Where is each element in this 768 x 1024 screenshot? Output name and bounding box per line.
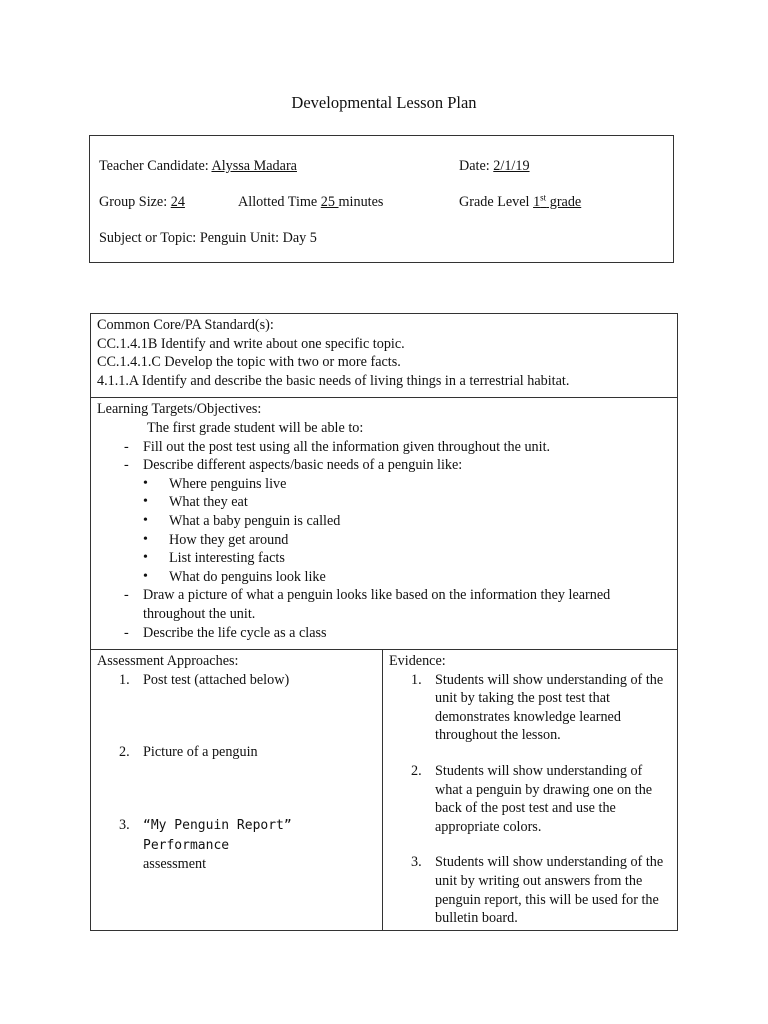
standard-item: CC.1.4.1.C Develop the topic with two or more facts.: [97, 354, 401, 371]
group-size-value: 24: [170, 194, 185, 210]
objectives-list: [97, 438, 671, 475]
objective-item: [117, 456, 671, 475]
assessment-item: [113, 671, 376, 727]
evidence-column: [383, 650, 677, 930]
item-text: “My Penguin Report” Performance: [143, 818, 292, 853]
grade-number: 1: [533, 194, 541, 210]
standard-item: CC.1.4.1B Identify and write about one specific topic.: [97, 335, 405, 352]
aspect-item: • List interesting facts: [143, 549, 671, 568]
objective-item: - Draw a picture of what a penguin looks like based on the information they learned throughout the unit.: [117, 586, 671, 623]
objective-item: - Fill out the post test using all the information given throughout the unit.: [117, 438, 671, 457]
item-number: 1.: [119, 671, 130, 688]
allotted-time-label: Allotted Time: [238, 194, 318, 210]
item-number: 2.: [119, 744, 130, 761]
standards-heading: Common Core/PA Standard(s):: [97, 317, 274, 333]
date-value: 2/1/19: [493, 158, 530, 174]
item-number: 1.: [411, 671, 422, 688]
grade-word: grade: [546, 194, 582, 210]
item-number: 3.: [411, 854, 422, 871]
objective-item: - Describe the life cycle as a class: [117, 624, 671, 643]
aspect-item: • Where penguins live: [143, 475, 671, 494]
teacher-label: Teacher Candidate:: [99, 158, 209, 174]
page-title: Developmental Lesson Plan: [291, 93, 477, 112]
item-text: Post test (attached below): [143, 671, 290, 688]
standard-item: 4.1.1.A Identify and describe the basic needs of living things in a terrestrial habitat.: [97, 372, 570, 389]
item-number: 2.: [411, 763, 422, 780]
allotted-time-field: [238, 194, 383, 211]
assessment-item: [113, 816, 376, 874]
item-text-continued: assessment: [143, 856, 207, 873]
teacher-field: [99, 158, 297, 175]
aspect-item: • What do penguins look like: [143, 568, 671, 587]
assessment-item: [113, 743, 376, 799]
aspect-item: • What they eat: [143, 493, 671, 512]
subject-field: [99, 230, 317, 247]
date-label: Date:: [459, 158, 490, 174]
teacher-value: Alyssa Madara: [211, 158, 297, 174]
standards-section: [91, 314, 677, 398]
aspect-item: • How they get around: [143, 531, 671, 550]
item-text: Students will show understanding of the unit by taking the post test that demonstrates knowledge learned throughout the lesson.: [435, 671, 664, 744]
item-text: Students will show understanding of the unit by writing out answers from the penguin report, this will be used for the bulletin board.: [435, 854, 664, 927]
assessment-list: [97, 671, 376, 874]
penguin-aspects-list: [97, 475, 671, 587]
grade-level-field: [459, 194, 581, 211]
assessment-column: [91, 650, 383, 930]
subject-value: Penguin Unit: Day 5: [199, 230, 317, 246]
evidence-item: [405, 853, 671, 927]
group-size-label: Group Size:: [99, 194, 168, 210]
objectives-section: [91, 398, 677, 650]
subject-label: Subject or Topic:: [99, 230, 197, 246]
date-field: [459, 158, 530, 175]
grade-level-value: [533, 194, 581, 210]
allotted-time-value: 25: [320, 194, 339, 210]
grade-level-label: Grade Level: [459, 194, 530, 210]
objective-item-text: Describe different aspects/basic needs of a penguin like:: [143, 457, 463, 474]
item-number: 3.: [119, 817, 130, 834]
lesson-info-box: [89, 135, 674, 263]
grade-suffix: st: [540, 192, 547, 203]
evidence-list: [389, 671, 671, 928]
objectives-intro: The first grade student will be able to:: [147, 419, 364, 436]
allotted-time-unit: minutes: [338, 194, 384, 210]
evidence-heading: Evidence:: [389, 653, 446, 670]
evidence-item: [405, 671, 671, 745]
item-text: Students will show understanding of what a penguin by drawing one on the back of the post test and use the appropriate colors.: [435, 763, 653, 835]
assessment-heading: Assessment Approaches:: [97, 653, 239, 670]
lesson-table: [90, 313, 678, 931]
group-size-field: [99, 194, 185, 211]
objectives-heading: Learning Targets/Objectives:: [97, 401, 262, 418]
assessment-section: [91, 650, 677, 930]
aspect-item: • What a baby penguin is called: [143, 512, 671, 531]
evidence-item: [405, 762, 671, 836]
objectives-list-continued: [97, 586, 671, 642]
item-text: Picture of a penguin: [143, 744, 258, 761]
